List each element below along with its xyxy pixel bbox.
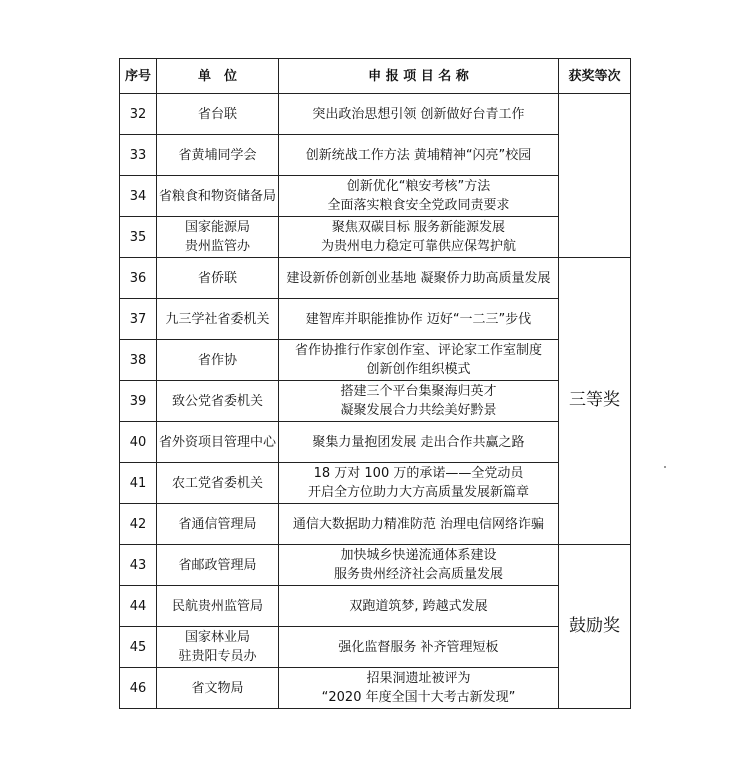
project-cell: 省作协推行作家创作室、评论家工作室制度 创新创作组织模式 — [279, 340, 559, 381]
award-cell-blank — [559, 94, 631, 258]
project-cell: 搭建三个平台集聚海归英才 凝聚发展合力共绘美好黔景 — [279, 381, 559, 422]
table-header-row — [120, 59, 631, 94]
awards-table — [119, 58, 631, 709]
unit-cell: 省侨联 — [157, 258, 279, 299]
project-cell: 建智库并职能推协作 迈好“一二三”步伐 — [279, 299, 559, 340]
table-row — [120, 299, 631, 340]
seq-cell: 36 — [120, 258, 157, 299]
project-cell: 双跑道筑梦, 跨越式发展 — [279, 586, 559, 627]
seq-cell: 32 — [120, 94, 157, 135]
seq-cell: 42 — [120, 504, 157, 545]
award-cell-encourage: 鼓励奖 — [559, 545, 631, 709]
header-project: 申 报 项 目 名 称 — [279, 59, 559, 94]
seq-cell: 35 — [120, 217, 157, 258]
table-row — [120, 504, 631, 545]
seq-cell: 43 — [120, 545, 157, 586]
unit-cell: 民航贵州监管局 — [157, 586, 279, 627]
project-cell: 18 万对 100 万的承诺——全党动员 开启全方位助力大方高质量发展新篇章 — [279, 463, 559, 504]
unit-cell: 省台联 — [157, 94, 279, 135]
project-cell: 强化监督服务 补齐管理短板 — [279, 627, 559, 668]
unit-cell: 省黄埔同学会 — [157, 135, 279, 176]
table-row — [120, 217, 631, 258]
seq-cell: 40 — [120, 422, 157, 463]
project-cell: 创新统战工作方法 黄埔精神“闪亮”校园 — [279, 135, 559, 176]
table-row — [120, 258, 631, 299]
seq-cell: 33 — [120, 135, 157, 176]
table-row — [120, 422, 631, 463]
project-cell: 创新优化“粮安考核”方法 全面落实粮食安全党政同责要求 — [279, 176, 559, 217]
unit-cell: 国家能源局 贵州监管办 — [157, 217, 279, 258]
unit-cell: 国家林业局 驻贵阳专员办 — [157, 627, 279, 668]
seq-cell: 44 — [120, 586, 157, 627]
table-row — [120, 668, 631, 709]
unit-cell: 省粮食和物资储备局 — [157, 176, 279, 217]
table-row — [120, 94, 631, 135]
unit-cell: 致公党省委机关 — [157, 381, 279, 422]
header-seq: 序号 — [120, 59, 157, 94]
seq-cell: 39 — [120, 381, 157, 422]
award-cell-third: 三等奖 — [559, 258, 631, 545]
table-row — [120, 176, 631, 217]
seq-cell: 34 — [120, 176, 157, 217]
table-row — [120, 340, 631, 381]
project-cell: 聚集力量抱团发展 走出合作共赢之路 — [279, 422, 559, 463]
seq-cell: 41 — [120, 463, 157, 504]
unit-cell: 省外资项目管理中心 — [157, 422, 279, 463]
project-cell: 聚焦双碳目标 服务新能源发展 为贵州电力稳定可靠供应保驾护航 — [279, 217, 559, 258]
table-row — [120, 135, 631, 176]
header-award: 获奖等次 — [559, 59, 631, 94]
unit-cell: 省文物局 — [157, 668, 279, 709]
seq-cell: 45 — [120, 627, 157, 668]
project-cell: 招果洞遗址被评为 “2020 年度全国十大考古新发现” — [279, 668, 559, 709]
project-cell: 加快城乡快递流通体系建设 服务贵州经济社会高质量发展 — [279, 545, 559, 586]
header-unit: 单 位 — [157, 59, 279, 94]
scan-speck — [664, 466, 666, 468]
table-row — [120, 381, 631, 422]
unit-cell: 省作协 — [157, 340, 279, 381]
unit-cell: 省邮政管理局 — [157, 545, 279, 586]
unit-cell: 农工党省委机关 — [157, 463, 279, 504]
table-row — [120, 627, 631, 668]
project-cell: 通信大数据助力精准防范 治理电信网络诈骗 — [279, 504, 559, 545]
unit-cell: 省通信管理局 — [157, 504, 279, 545]
seq-cell: 38 — [120, 340, 157, 381]
table-row — [120, 545, 631, 586]
project-cell: 建设新侨创新创业基地 凝聚侨力助高质量发展 — [279, 258, 559, 299]
table-row — [120, 463, 631, 504]
table-row — [120, 586, 631, 627]
project-cell: 突出政治思想引领 创新做好台青工作 — [279, 94, 559, 135]
seq-cell: 37 — [120, 299, 157, 340]
unit-cell: 九三学社省委机关 — [157, 299, 279, 340]
seq-cell: 46 — [120, 668, 157, 709]
